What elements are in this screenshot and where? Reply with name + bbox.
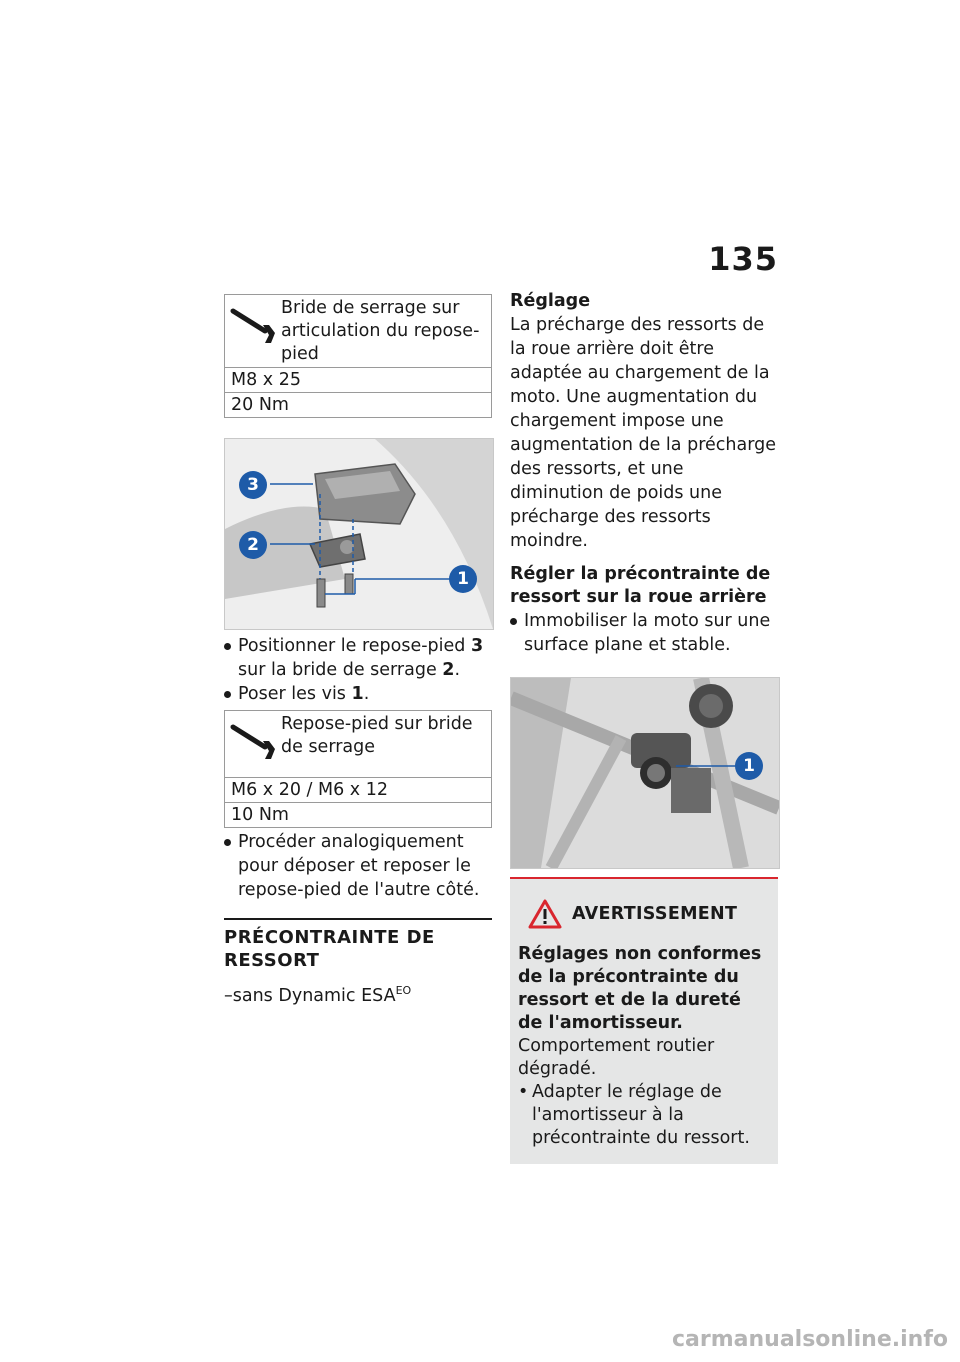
list-item: Immobiliser la moto sur une surface plane et stable. <box>510 609 780 657</box>
warning-triangle-icon <box>528 899 562 929</box>
spec-2-size: M6 x 20 / M6 x 12 <box>225 778 492 803</box>
warning-title: AVERTISSEMENT <box>572 904 738 924</box>
heading-reglage: Réglage <box>510 291 591 311</box>
list-item: • Adapter le réglage de l'amortisseur à la précontrainte du ressort. <box>518 1081 770 1150</box>
list-item: Poser les vis 1. <box>224 682 492 706</box>
warning-actions <box>518 1081 770 1150</box>
callout-3: 3 <box>239 471 267 499</box>
right-column <box>510 290 780 1164</box>
torque-wrench-icon <box>229 717 277 761</box>
adjust-steps <box>510 609 780 657</box>
intro-paragraph: La précharge des ressorts de la roue arrière doit être adaptée au chargement de la moto. Une augmentation du chargement impose une augmentation de la précharge des ressorts, et une diminution de poids une précharge des ressorts moindre. <box>510 315 776 551</box>
callout-1: 1 <box>449 565 477 593</box>
footrest-mounting-figure <box>224 438 494 630</box>
torque-spec-table-1 <box>224 294 492 418</box>
spec-2-torque: 10 Nm <box>225 803 492 828</box>
spec-1-title: Bride de serrage sur articulation du repose-pied <box>281 298 480 364</box>
torque-wrench-icon <box>229 301 277 345</box>
spec-1-torque: 20 Nm <box>225 393 492 418</box>
page-number: 135 <box>708 240 778 278</box>
callout-2: 2 <box>239 531 267 559</box>
warning-text: Comportement routier dégradé. <box>518 1036 715 1079</box>
spec-2-title: Repose-pied sur bride de serrage <box>281 714 473 757</box>
left-column <box>224 294 492 1006</box>
warning-heading: Réglages non conformes de la précontrainte du ressort et de la dureté de l'amortisseur. <box>518 944 762 1033</box>
section-subtitle: –sans Dynamic $ESA^{EO}$ <box>224 984 412 1006</box>
torque-spec-table-2 <box>224 710 492 828</box>
heading-adjust-preload: Régler la précontrainte de ressort sur la roue arrière <box>510 564 771 607</box>
callout-1: 1 <box>735 752 763 780</box>
list-item: Procéder analogiquement pour déposer et reposer le repose-pied de l'autre côté. <box>224 830 492 902</box>
spec-1-size: M8 x 25 <box>225 368 492 393</box>
watermark: carmanualsonline.info <box>672 1327 948 1352</box>
list-item: Positionner le repose-pied 3 sur la bride de serrage 2. <box>224 634 492 682</box>
other-side-steps <box>224 830 492 902</box>
spring-preload-figure <box>510 677 780 869</box>
mounting-steps <box>224 634 492 706</box>
section-title: PRÉCONTRAINTE DE RESSORT <box>224 918 492 972</box>
warning-box <box>510 877 778 1164</box>
